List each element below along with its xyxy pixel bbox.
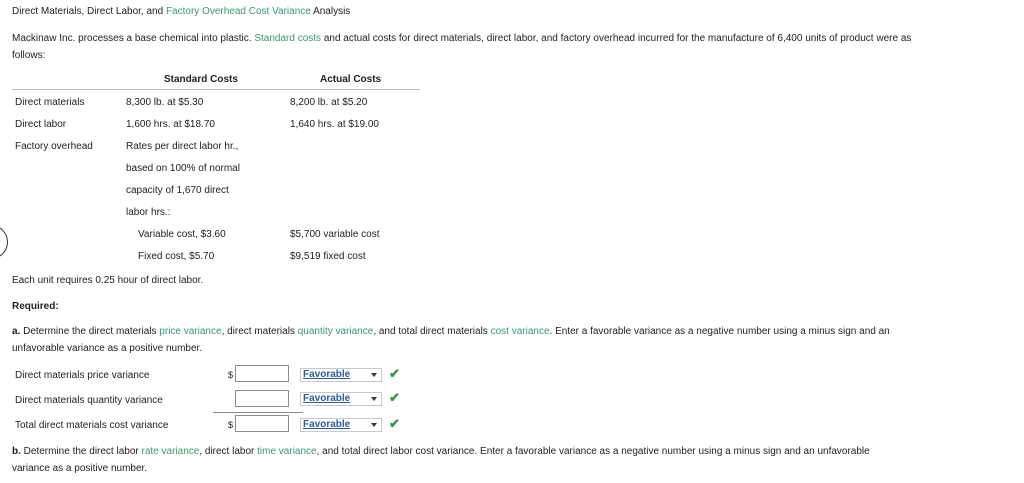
check-icon: ✔ <box>389 416 400 431</box>
quantity-variance-label: Direct materials quantity variance <box>15 395 163 406</box>
header-divider <box>12 89 420 90</box>
total-divider <box>213 412 303 413</box>
standard-overhead-rates: Rates per direct labor hr., <box>126 141 239 152</box>
row-label-direct-labor: Direct labor <box>15 119 67 130</box>
price-variance-select-value: Favorable <box>303 369 351 380</box>
part-b-text-2: , direct labor <box>199 446 258 457</box>
total-variance-select[interactable] <box>300 418 382 432</box>
time-variance-link[interactable]: time variance <box>257 446 317 457</box>
price-variance-link[interactable]: price variance <box>159 326 222 337</box>
part-b-prefix: b. <box>12 446 21 457</box>
part-a-line2: unfavorable variance as a positive number. <box>12 343 203 354</box>
part-a-text-4: . Enter a favorable variance as a negative number using a minus sign and an <box>549 326 890 337</box>
title-text: Direct Materials, Direct Labor, and <box>12 6 166 17</box>
rate-variance-link[interactable]: rate variance <box>141 446 200 457</box>
check-icon: ✔ <box>389 390 400 405</box>
actual-direct-materials: 8,200 lb. at $5.20 <box>290 97 368 108</box>
quantity-variance-input[interactable] <box>235 390 289 407</box>
row-label-factory-overhead: Factory overhead <box>15 141 93 152</box>
unit-note: Each unit requires 0.25 hour of direct labor. <box>12 275 204 286</box>
standard-variable-cost: Variable cost, $3.60 <box>138 229 226 240</box>
quantity-variance-link[interactable]: quantity variance <box>297 326 374 337</box>
chevron-down-icon <box>371 423 377 427</box>
side-circle-decoration <box>0 225 8 259</box>
overhead-line-1: based on 100% of normal <box>126 163 240 174</box>
actual-direct-labor: 1,640 hrs. at $19.00 <box>290 119 379 130</box>
overhead-line-3: labor hrs.: <box>126 207 171 218</box>
chevron-down-icon <box>371 373 377 377</box>
dollar-sign: $ <box>228 420 234 430</box>
header-actual-costs: Actual Costs <box>320 74 382 85</box>
total-variance-label: Total direct materials cost variance <box>15 420 169 431</box>
intro-text-cont: and actual costs for direct materials, direct labor, and factory overhead incurred for the manufacture of 6,400 units of product were as <box>321 33 912 44</box>
dollar-sign: $ <box>228 370 234 380</box>
quantity-variance-select[interactable] <box>300 392 382 406</box>
title-text-end: Analysis <box>310 6 351 17</box>
part-b-text-1: Determine the direct labor <box>20 446 142 457</box>
row-label-direct-materials: Direct materials <box>15 97 85 108</box>
standard-direct-materials: 8,300 lb. at $5.30 <box>126 97 204 108</box>
part-b-text-3: , and total direct labor cost variance. Enter a favorable variance as a negative number using a minus sign and an unfavorable <box>316 446 870 457</box>
standard-fixed-cost: Fixed cost, $5.70 <box>138 251 215 262</box>
required-heading: Required: <box>12 301 59 312</box>
cost-variance-link[interactable]: cost variance <box>490 326 550 337</box>
part-b-line2: variance as a positive number. <box>12 463 148 474</box>
total-variance-input[interactable] <box>235 415 289 432</box>
quantity-variance-select-value: Favorable <box>303 393 351 404</box>
part-a-text-2: , direct materials <box>221 326 298 337</box>
price-variance-input[interactable] <box>235 365 289 382</box>
intro-paragraph <box>12 33 911 44</box>
check-icon: ✔ <box>389 366 400 381</box>
actual-variable-cost: $5,700 variable cost <box>290 229 380 240</box>
part-a-text-1: Determine the direct materials <box>20 326 160 337</box>
price-variance-select[interactable] <box>300 368 382 382</box>
overhead-line-2: capacity of 1,670 direct <box>126 185 229 196</box>
total-variance-select-value: Favorable <box>303 419 351 430</box>
actual-fixed-cost: $9,519 fixed cost <box>290 251 366 262</box>
part-a-instructions <box>12 326 890 337</box>
standard-direct-labor: 1,600 hrs. at $18.70 <box>126 119 215 130</box>
part-a-text-3: , and total direct materials <box>373 326 491 337</box>
page-title <box>12 6 350 17</box>
title-link[interactable]: Factory Overhead Cost Variance <box>165 6 311 17</box>
chevron-down-icon <box>371 397 377 401</box>
standard-costs-link[interactable]: Standard costs <box>254 33 322 44</box>
header-standard-costs: Standard Costs <box>164 74 238 85</box>
intro-text: Mackinaw Inc. processes a base chemical into plastic. <box>12 33 255 44</box>
price-variance-label: Direct materials price variance <box>15 370 150 381</box>
part-a-prefix: a. <box>12 326 21 337</box>
part-b-instructions <box>12 446 870 457</box>
intro-line2: follows: <box>12 50 46 61</box>
